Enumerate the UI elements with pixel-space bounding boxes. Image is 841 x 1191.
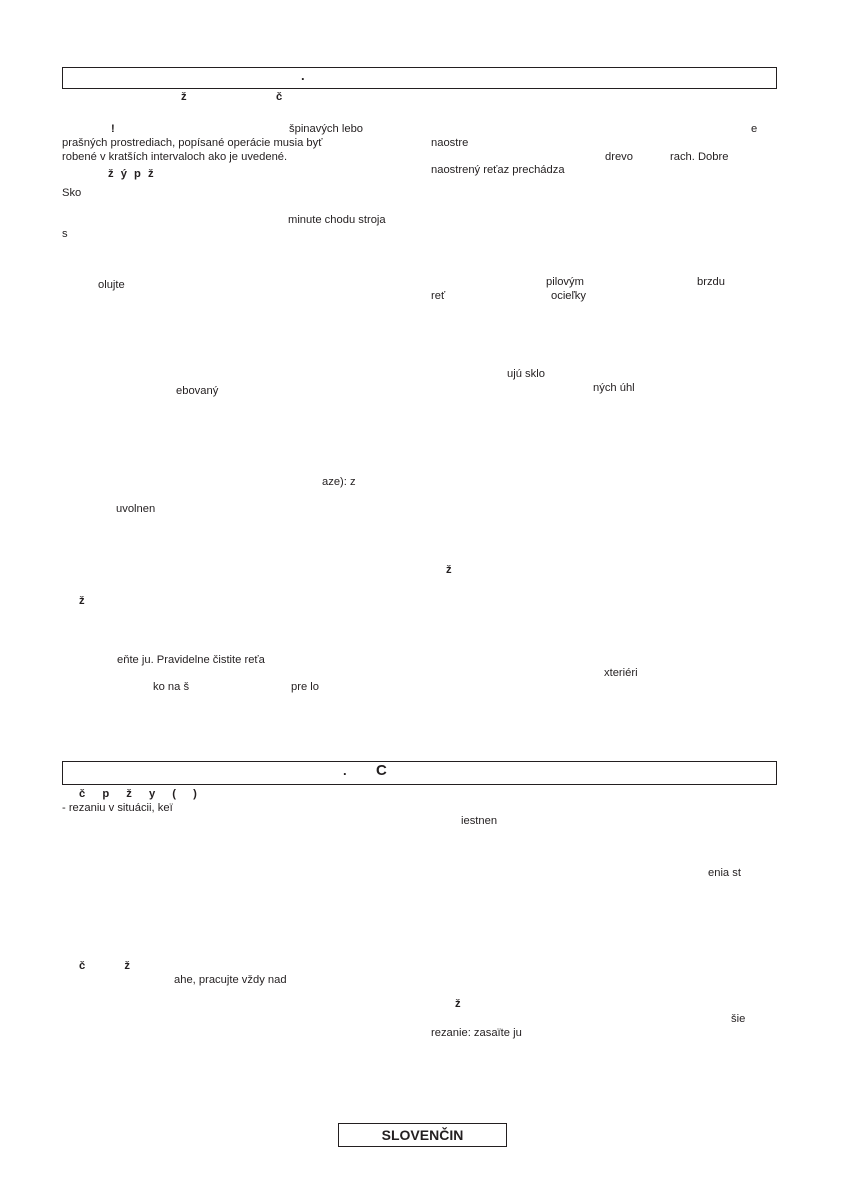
- left-text-line: uvolnen: [116, 503, 156, 515]
- section2-subheading: č p ž y ( ): [79, 788, 197, 800]
- left-text-line: prašných prostrediach, popísané operácie musia byť: [62, 137, 323, 149]
- section1-subheading-frag-2: č: [276, 91, 283, 103]
- right-text-line: naostrený reťaz prechádza: [431, 164, 565, 176]
- left-text-line: pre lo: [291, 681, 319, 693]
- right-text-line: xteriéri: [604, 667, 638, 679]
- left-text-line: aze): z: [322, 476, 356, 488]
- right-text-line: enia st: [708, 867, 741, 879]
- left-text-line: ko na š: [153, 681, 190, 693]
- left-subheading: č ž: [79, 960, 130, 972]
- right-text-line: ocieľky: [551, 290, 586, 302]
- section1-header-fragment: .: [301, 68, 305, 83]
- right-text-line: ných úhl: [593, 382, 635, 394]
- section1-header-box: [62, 67, 777, 89]
- right-subheading: ž: [446, 564, 452, 576]
- language-footer-label: SLOVENČIN: [338, 1123, 507, 1147]
- section2-header-box: [62, 761, 777, 785]
- section2-header-fragment: C: [376, 762, 387, 779]
- right-text-line: rach. Dobre: [670, 151, 729, 163]
- right-text-line: drevo: [605, 151, 633, 163]
- right-text-line: ujú sklo: [507, 368, 545, 380]
- left-subheading: ž: [79, 595, 85, 607]
- left-subheading: ž ý p ž: [108, 168, 154, 180]
- left-text-line: špinavých lebo: [289, 123, 364, 135]
- right-text-line: naostre: [431, 137, 469, 149]
- left-text-line: minute chodu stroja: [288, 214, 386, 226]
- left-text-line: olujte: [98, 279, 125, 291]
- left-text-line: - rezaniu v situácii, keï: [62, 802, 173, 814]
- right-text-line: iestnen: [461, 815, 498, 827]
- left-text-line: ebovaný: [176, 385, 219, 397]
- section2-header-fragment: .: [343, 763, 347, 778]
- warning-mark: !: [111, 123, 115, 135]
- section1-subheading-frag-1: ž: [181, 91, 187, 103]
- right-text-line: šie: [731, 1013, 746, 1025]
- right-text-line: pilovým: [546, 276, 584, 288]
- left-text-line: s: [62, 228, 68, 240]
- right-text-line: reť: [431, 290, 446, 302]
- right-text-line: e: [751, 123, 758, 135]
- right-subheading: ž: [455, 998, 461, 1010]
- right-text-line: rezanie: zasaïte ju: [431, 1027, 522, 1039]
- right-text-line: brzdu: [697, 276, 725, 288]
- left-text-line: robené v kratších intervaloch ako je uvedené.: [62, 151, 288, 163]
- left-text-line: eňte ju. Pravidelne čistite reťa: [117, 654, 265, 666]
- left-text-line: ahe, pracujte vždy nad: [174, 974, 287, 986]
- left-text-line: Sko: [62, 187, 82, 199]
